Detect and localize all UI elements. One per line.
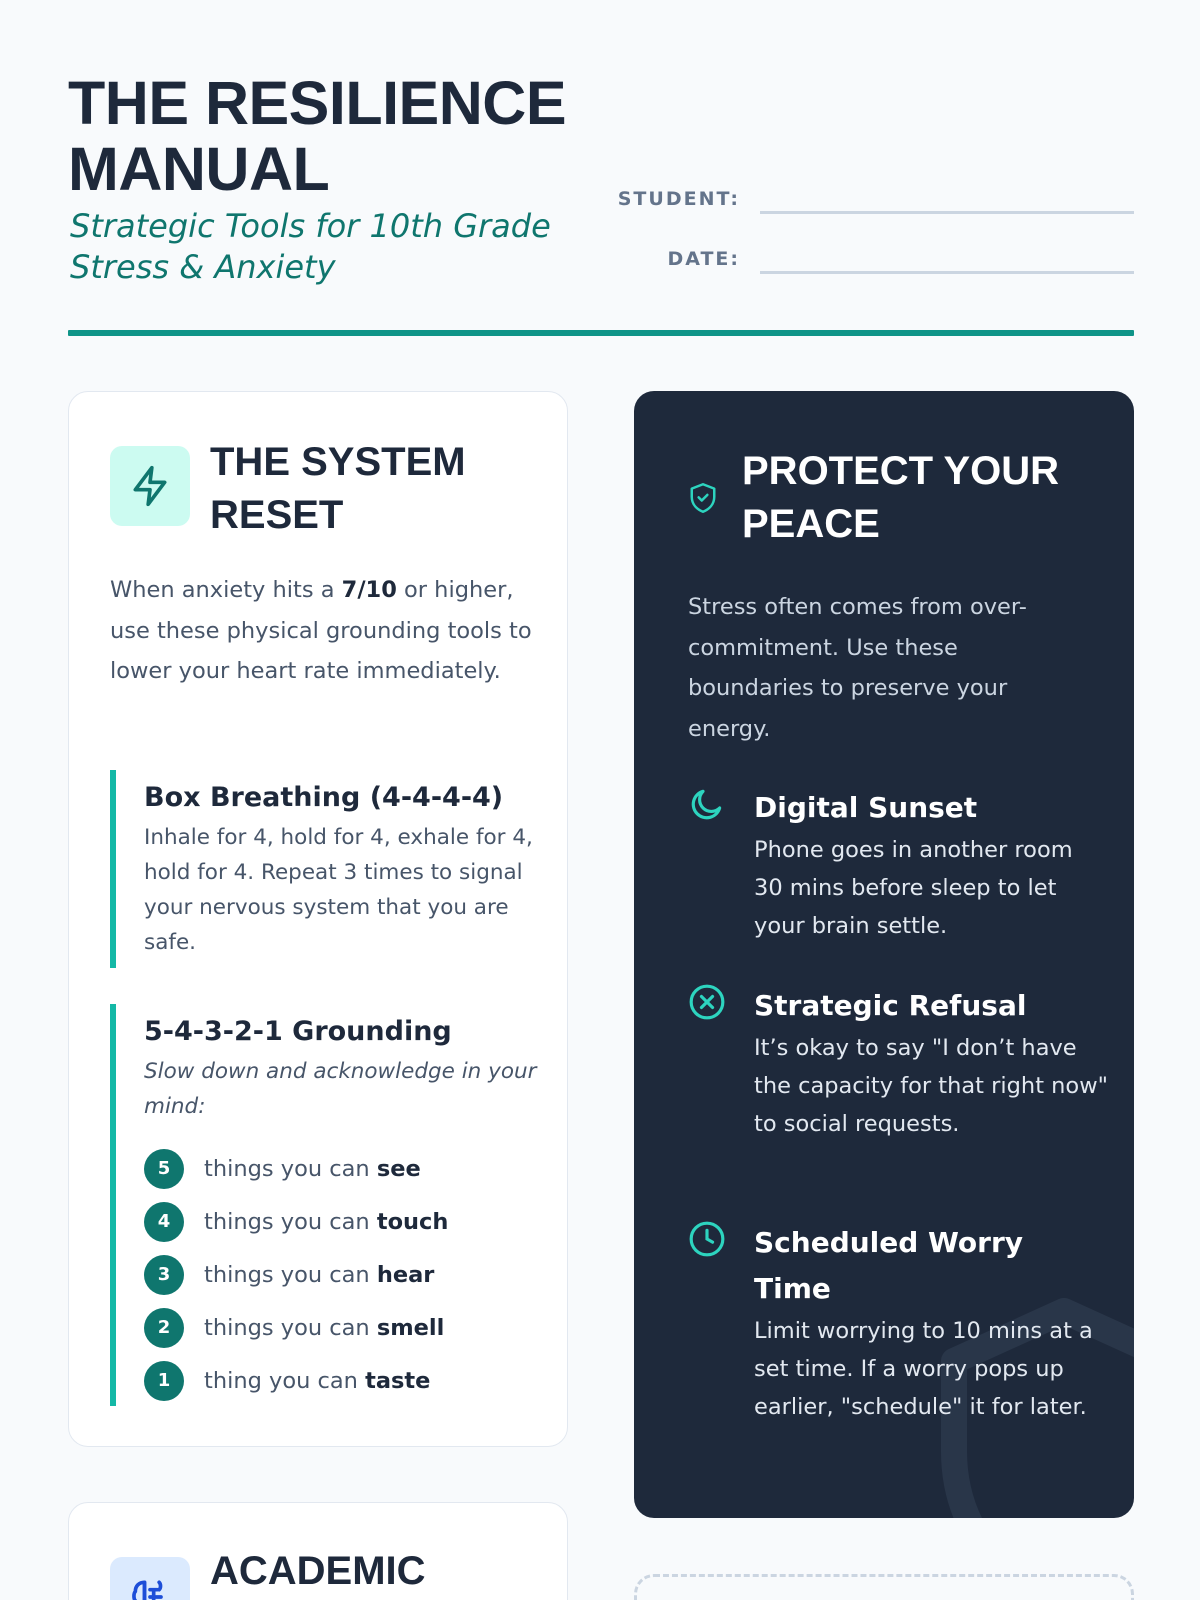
box-breathing-body: Inhale for 4, hold for 4, exhale for 4, hold for 4. Repeat 3 times to signal your nervous system that you are safe.: [144, 825, 533, 955]
date-line[interactable]: [760, 271, 1134, 274]
academic-title: ACADEMIC: [210, 1549, 426, 1593]
list-item: 5 things you can see: [144, 1142, 540, 1195]
number-badge: 5: [144, 1149, 184, 1189]
number-badge: 2: [144, 1308, 184, 1348]
digital-sunset-body: Phone goes in another room 30 mins before sleep to let your brain settle.: [754, 837, 1073, 939]
number-badge: 1: [144, 1361, 184, 1401]
date-label: DATE:: [667, 248, 740, 270]
grounding-title: 5-4-3-2-1 Grounding: [144, 1016, 452, 1047]
student-field[interactable]: [617, 188, 1134, 218]
student-line[interactable]: [760, 211, 1134, 214]
list-item: 1 thing you can taste: [144, 1354, 540, 1407]
date-field[interactable]: [624, 248, 1134, 278]
box-breathing-block: [110, 770, 540, 968]
protect-peace-intro: Stress often comes from over-commitment. Use these boundaries to preserve your energy.: [688, 594, 1027, 742]
protect-peace-card: [634, 391, 1134, 1518]
strategic-refusal-title: Strategic Refusal: [754, 989, 1027, 1022]
digital-sunset-item: [688, 785, 1108, 945]
worksheet-page: [68, 0, 1134, 1600]
shield-check-icon: [688, 481, 718, 519]
header-divider: [68, 330, 1134, 336]
system-reset-title: THE SYSTEM RESET: [210, 440, 466, 537]
list-item: 3 things you can hear: [144, 1248, 540, 1301]
page-subtitle: Strategic Tools for 10th Grade Stress & Anxiety: [70, 207, 551, 286]
system-reset-card: [68, 391, 568, 1447]
moon-icon: [688, 785, 726, 827]
number-badge: 3: [144, 1255, 184, 1295]
x-circle-icon: [688, 983, 726, 1025]
protect-peace-title: PROTECT YOUR PEACE: [742, 449, 1060, 546]
page-title: THE RESILIENCE MANUAL: [68, 69, 567, 203]
list-item: 4 things you can touch: [144, 1195, 540, 1248]
student-label: STUDENT:: [617, 188, 740, 210]
grounding-block: [110, 1004, 540, 1406]
academic-card: [68, 1502, 568, 1600]
notes-dashed-box: [634, 1574, 1134, 1600]
sense-list: [144, 1142, 540, 1407]
worry-time-title: Scheduled Worry Time: [754, 1226, 1024, 1305]
system-reset-intro: When anxiety hits a 7/10 or higher, use these physical grounding tools to lower your heart rate immediately.: [110, 577, 532, 684]
lightning-icon: [110, 446, 190, 526]
strategic-refusal-item: [688, 983, 1108, 1143]
strategic-refusal-body: It’s okay to say "I don’t have the capacity for that right now" to social requests.: [754, 1035, 1108, 1137]
list-item: 2 things you can smell: [144, 1301, 540, 1354]
grounding-note: Slow down and acknowledge in your mind:: [144, 1059, 537, 1119]
box-breathing-title: Box Breathing (4-4-4-4): [144, 782, 504, 813]
worry-time-item: [688, 1220, 1108, 1426]
clock-icon: [688, 1220, 726, 1262]
worry-time-body: Limit worrying to 10 mins at a set time. If a worry pops up earlier, "schedule" it for later.: [754, 1318, 1093, 1420]
number-badge: 4: [144, 1202, 184, 1242]
digital-sunset-title: Digital Sunset: [754, 791, 978, 824]
brain-icon: [110, 1557, 190, 1600]
